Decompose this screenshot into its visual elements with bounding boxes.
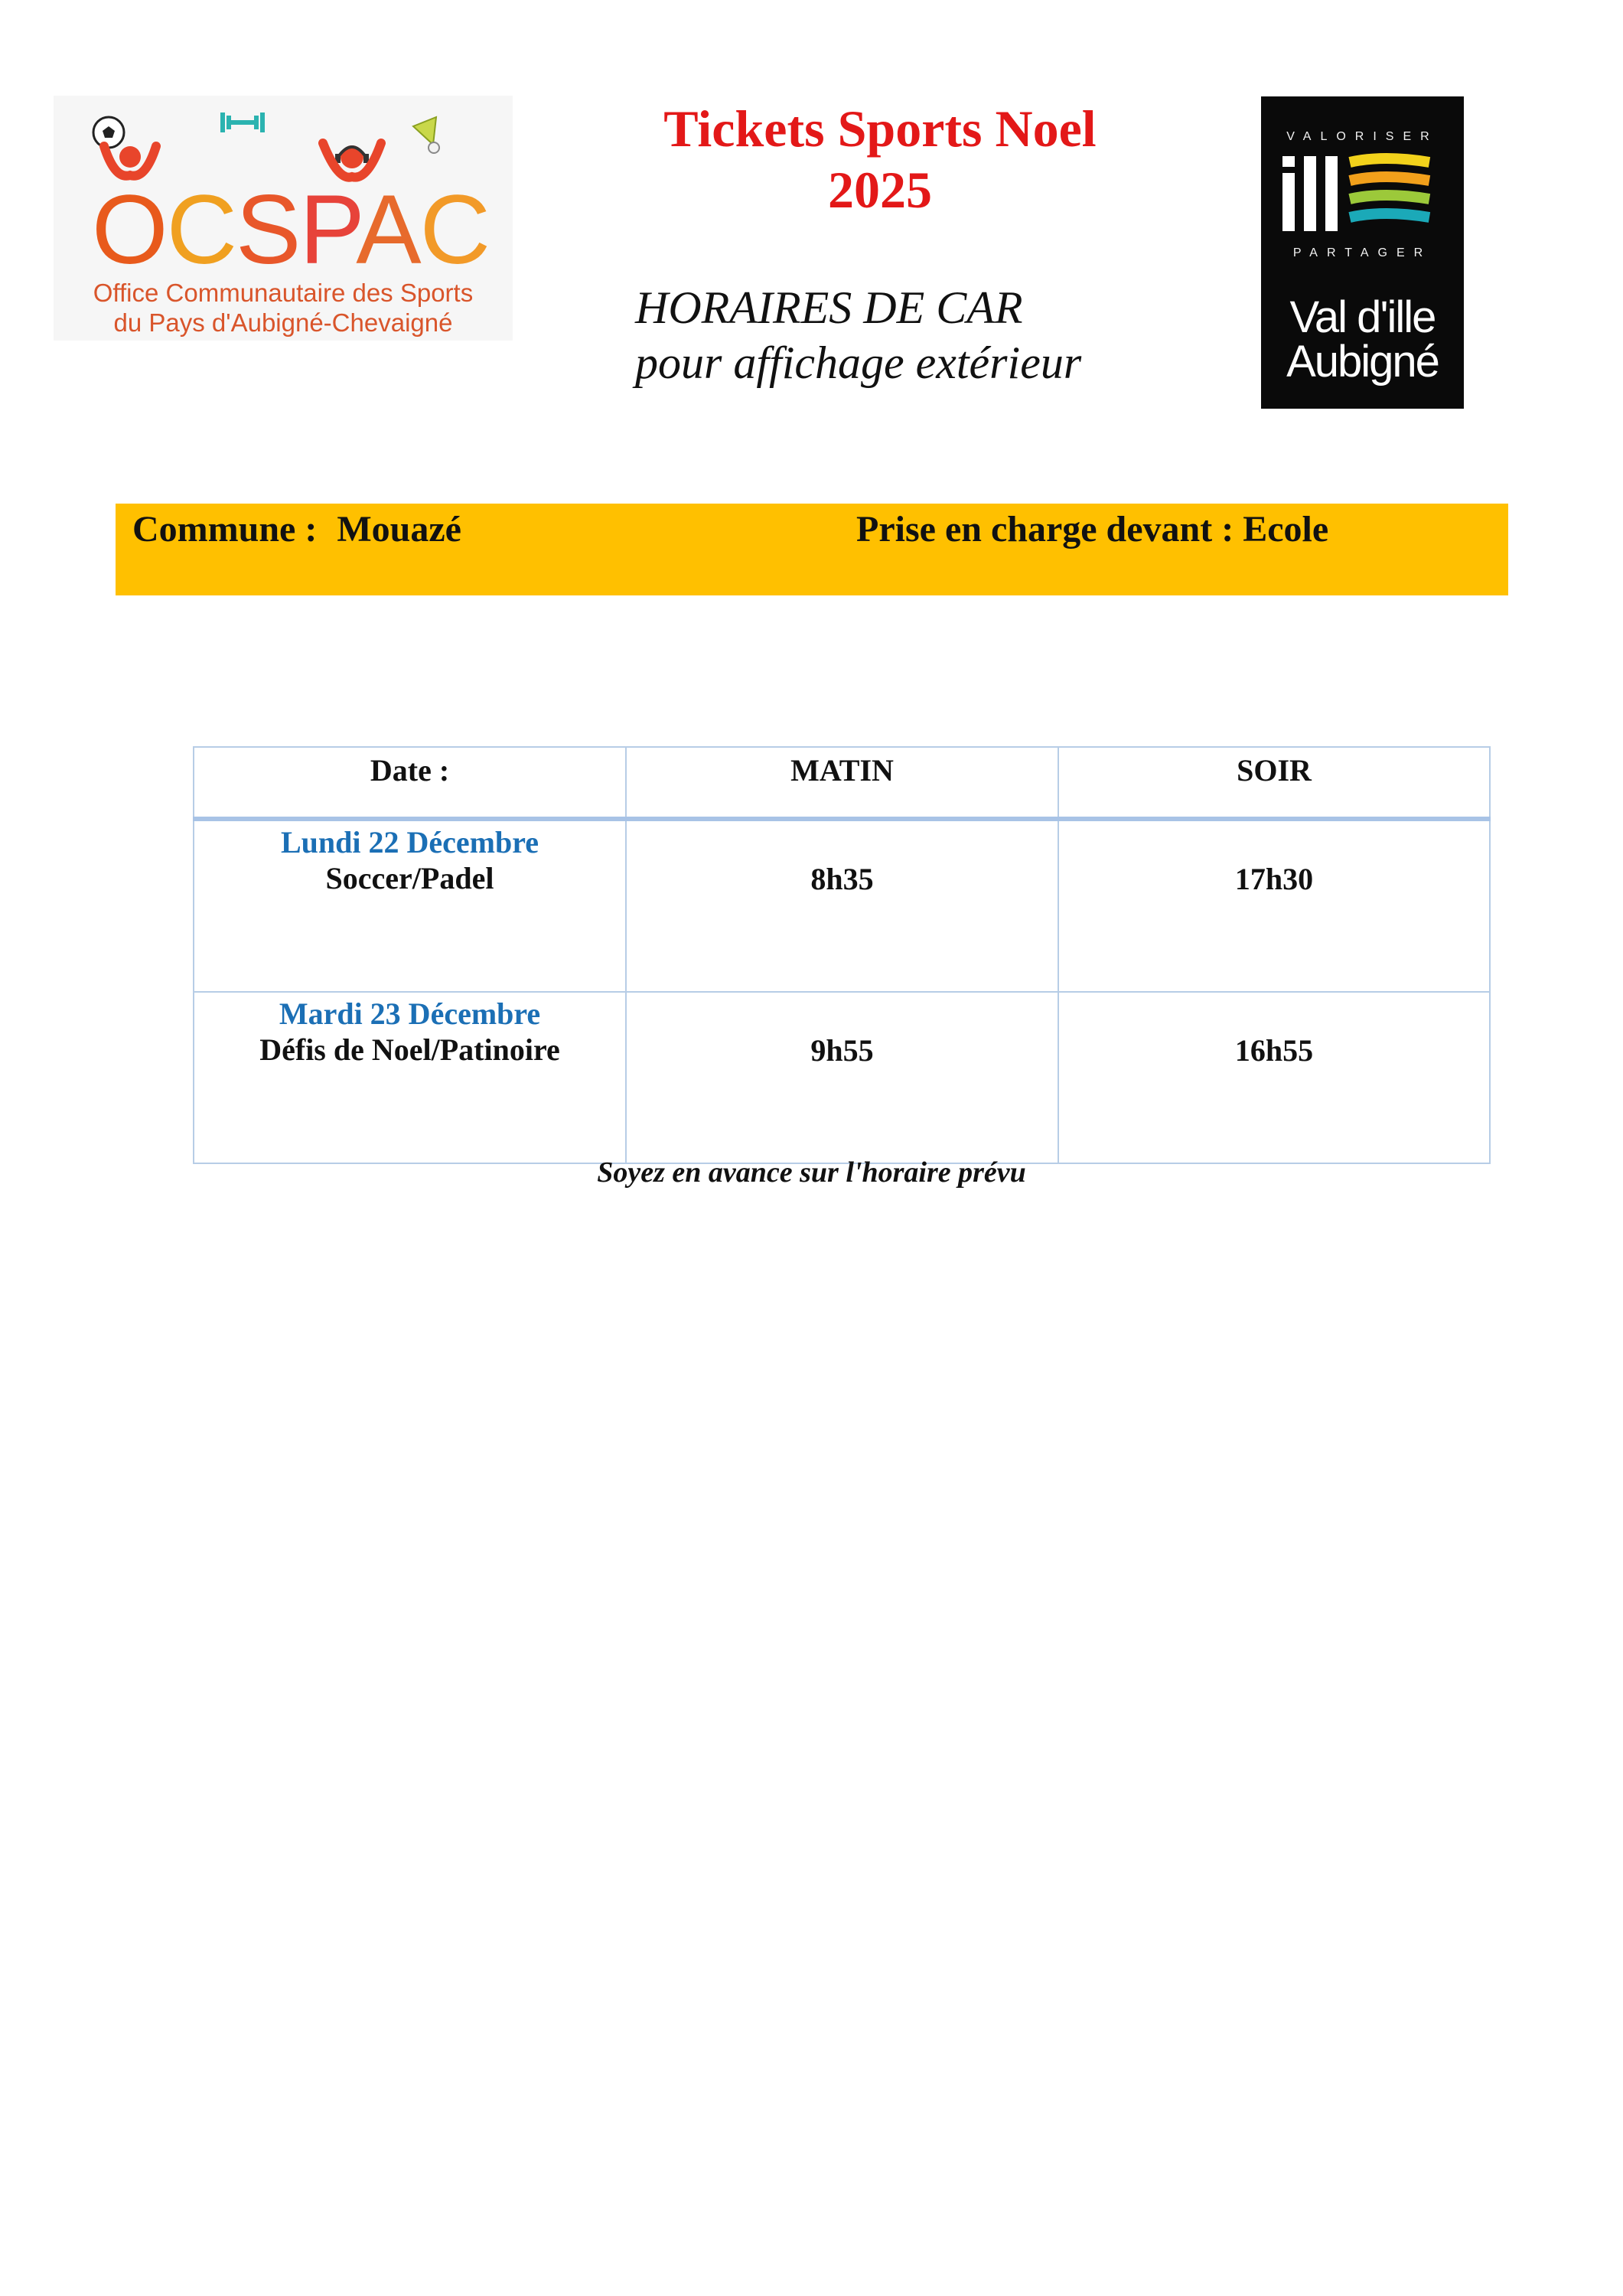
ocspac-wordmark: OCSPAC	[92, 175, 490, 285]
bus-schedule-table	[193, 746, 1491, 1164]
commune-label: Commune :	[132, 509, 318, 550]
page-subtitle-line2: pour affichage extérieur	[635, 338, 1082, 388]
matin-time: 8h35	[626, 819, 1058, 992]
page-title-line2: 2025	[828, 161, 932, 219]
soir-time: 17h30	[1058, 819, 1490, 992]
pickup-location: Prise en charge devant : Ecole	[856, 509, 1329, 550]
ocspac-subtitle-line2: du Pays d'Aubigné-Chevaigné	[113, 308, 453, 337]
ille-wave-mark-icon	[1276, 152, 1449, 236]
advance-notice: Soyez en avance sur l'horaire prévu	[597, 1156, 1026, 1189]
row-date: Lundi 22 Décembre	[280, 825, 539, 859]
ocspac-subtitle-line1: Office Communautaire des Sports	[93, 279, 474, 307]
pickup-info-band	[116, 504, 1508, 595]
table-header-row	[194, 747, 1490, 819]
dumbbell-icon	[220, 113, 265, 132]
date-cell	[194, 992, 626, 1163]
page-subtitle-line1: HORAIRES DE CAR	[635, 282, 1023, 333]
soccer-ball-icon	[93, 117, 124, 148]
date-cell	[194, 819, 626, 992]
column-header-matin: MATIN	[626, 747, 1058, 819]
commune-value: Mouazé	[337, 509, 461, 550]
table-row	[194, 819, 1490, 992]
table-row	[194, 992, 1490, 1163]
val-dille-logo	[1261, 96, 1464, 409]
logo-tagline-bottom: PARTAGER	[1292, 246, 1432, 259]
row-activity: Soccer/Padel	[325, 861, 494, 895]
page-title-line1: Tickets Sports Noel	[663, 99, 1097, 158]
logo-name-line1: Val d'ille	[1289, 292, 1436, 342]
headphones-icon	[335, 145, 369, 168]
column-header-date: Date :	[194, 747, 626, 819]
soir-time: 16h55	[1058, 992, 1490, 1163]
matin-time: 9h55	[626, 992, 1058, 1163]
column-header-soir: SOIR	[1058, 747, 1490, 819]
logo-name-line2: Aubigné	[1286, 337, 1439, 386]
row-date: Mardi 23 Décembre	[279, 996, 541, 1031]
logo-tagline-top: VALORISER	[1286, 130, 1439, 143]
ocspac-logo	[54, 96, 513, 341]
row-activity: Défis de Noel/Patinoire	[259, 1032, 560, 1067]
shuttlecock-icon	[413, 117, 439, 153]
commune-field	[132, 508, 461, 550]
